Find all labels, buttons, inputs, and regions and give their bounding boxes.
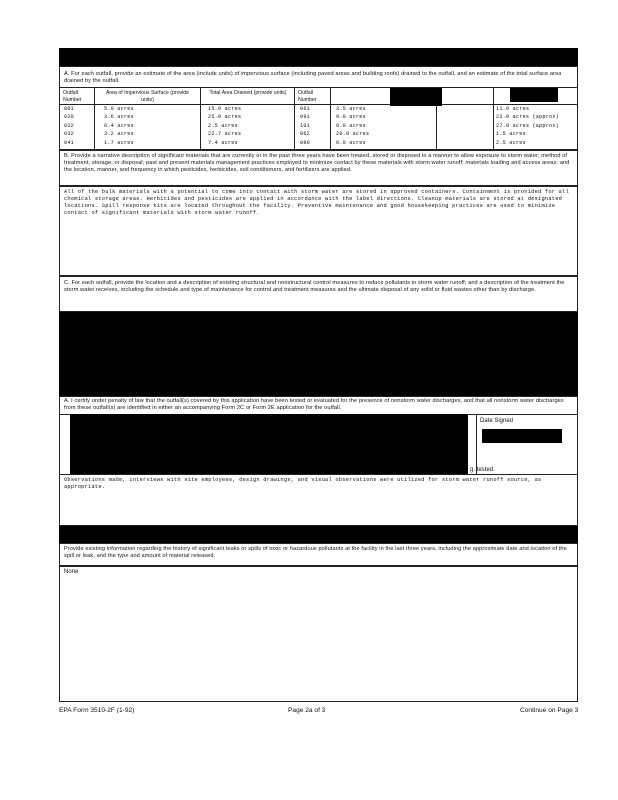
table-cell-imp: 3.5 acres xyxy=(336,106,366,112)
table-cell-outfall: 020 xyxy=(64,114,74,121)
header-imp-left: Area of Impervious Surface (provide units) xyxy=(105,90,190,103)
date-signed-label: Date Signed xyxy=(480,418,514,424)
table-cell-outfall: 062 xyxy=(300,131,310,138)
table-cell-imp: 0.0 acres xyxy=(336,122,366,129)
table-cell-imp: 0.0 acres xyxy=(336,114,366,121)
footer-continue: Continue on Page 3 xyxy=(520,707,579,714)
table-cell-total: 22.0 acres (approx) xyxy=(496,114,559,121)
table-cell-outfall: 001 xyxy=(64,106,74,112)
section-a-text: A. For each outfall, provide an estimate of the area (include units) of impervious surface (including paved areas and building roofs) drained to the outfall, and an estimate of the total surface area drained by the outfall. xyxy=(64,71,562,84)
table-cell-total: 27.0 acres (approx) xyxy=(496,122,559,129)
table-cell-imp: 20.0 acres xyxy=(336,131,370,138)
footer-form: EPA Form 3510-2F (1-92) xyxy=(59,707,135,714)
table-cell-imp: 1.7 acres xyxy=(104,139,134,146)
table-cell-outfall: 041 xyxy=(64,139,74,146)
table-cell-outfall: 091 xyxy=(300,114,310,121)
table-cell-imp: 0.0 acres xyxy=(336,139,366,146)
table-cell-total: 2.5 acres xyxy=(496,139,526,146)
section-d-response: Observations made, interviews with site employees, design drawings, and visual observations were utilized for storm water runoff source, as appropriate. xyxy=(64,477,542,490)
table-cell-outfall: 080 xyxy=(300,139,310,146)
redaction-2 xyxy=(510,88,558,102)
section-b-text: B. Provide a narrative description of significant materials that are currently or in the past three years have been treated, stored or disposed in a manner to allow exposure to storm water; method of treatment, storage, or disposal; past and present materials management practices employed to minimize contact by these materials with storm water runoff; materials loading and access areas; and the location, manner, and frequency in which pesticides, herbicides, soil conditioners, and fertilizers are applied. xyxy=(64,153,570,173)
table-cell-total: 1.5 acres xyxy=(496,131,526,138)
table-cell-imp: 3.2 acres xyxy=(104,131,134,138)
footer-page: Page 2a of 3 xyxy=(288,707,326,714)
section-e-text: Provide existing information regarding the history of significant leaks or spills of toxic or hazardous pollutants at the facility in the last three years, including the approximate date and location of the spill or leak, and the type and amount of material released. xyxy=(64,546,567,559)
section-d-text: A. I certify under penalty of law that the outfall(s) covered by this application have been tested or evaluated for the presence of nonstorm water discharges, and that all nonstorm water discharges from these outfall(s) are identified in either an accompanying Form 2C or Form 2E application for the outfall. xyxy=(64,398,564,411)
table-cell-imp: 5.0 acres xyxy=(104,106,134,112)
table-cell-total: 7.4 acres xyxy=(208,139,238,146)
redaction-1 xyxy=(390,88,442,106)
table-cell-outfall: 032 xyxy=(64,131,74,138)
table-cell-total: 25.0 acres xyxy=(208,114,242,121)
redaction-date xyxy=(482,429,562,443)
table-cell-imp: 3.6 acres xyxy=(104,114,134,121)
section-e-header-bar xyxy=(59,526,578,543)
section-b-response: All of the bulk materials with a potential to come into contact with storm water are stored in approved containers. Containment is provided for all chemical storage areas. Herbicides and pesticides are applied in accordance with the label directions. Cleanup materials are stored at designated locations. Spill response kits are located throughout the facility. Preventive maintenance and good housekeeping practices are used to minimize contact of significant materials with storm water runoff. xyxy=(64,189,569,216)
table-cell-total: 22.7 acres xyxy=(208,131,242,138)
section-e-response-box xyxy=(59,566,578,702)
section-c-text: C. For each outfall, provide the location and a description of existing structural and nonstructural control measures to reduce pollutants in storm water runoff; and a description of the treatment the storm water receives, including the schedule and type of maintenance for control and treatment measures and the ultimate disposal of any solid or fluid wastes other than by discharge. xyxy=(64,280,565,293)
header-outfall-left: Outfall Number xyxy=(63,90,82,103)
redaction-signature xyxy=(70,414,468,474)
section-header-bar xyxy=(59,48,578,66)
table-cell-outfall: 101 xyxy=(300,122,310,129)
table-cell-total: 15.0 acres xyxy=(208,106,242,112)
table-cell-total: 11.0 acres xyxy=(496,106,530,112)
tested-suffix: g. tested. xyxy=(470,467,495,473)
table-cell-total: 2.5 acres xyxy=(208,122,238,129)
redaction-large xyxy=(59,312,578,396)
header-outfall-right: Outfall Number xyxy=(298,90,317,103)
header-total-left: Total Area Drained (provide units) xyxy=(209,90,287,96)
table-cell-imp: 0.4 acres xyxy=(104,122,134,129)
section-e-none: None xyxy=(64,569,79,575)
table-cell-outfall: 061 xyxy=(300,106,310,112)
table-cell-outfall: 022 xyxy=(64,122,74,129)
